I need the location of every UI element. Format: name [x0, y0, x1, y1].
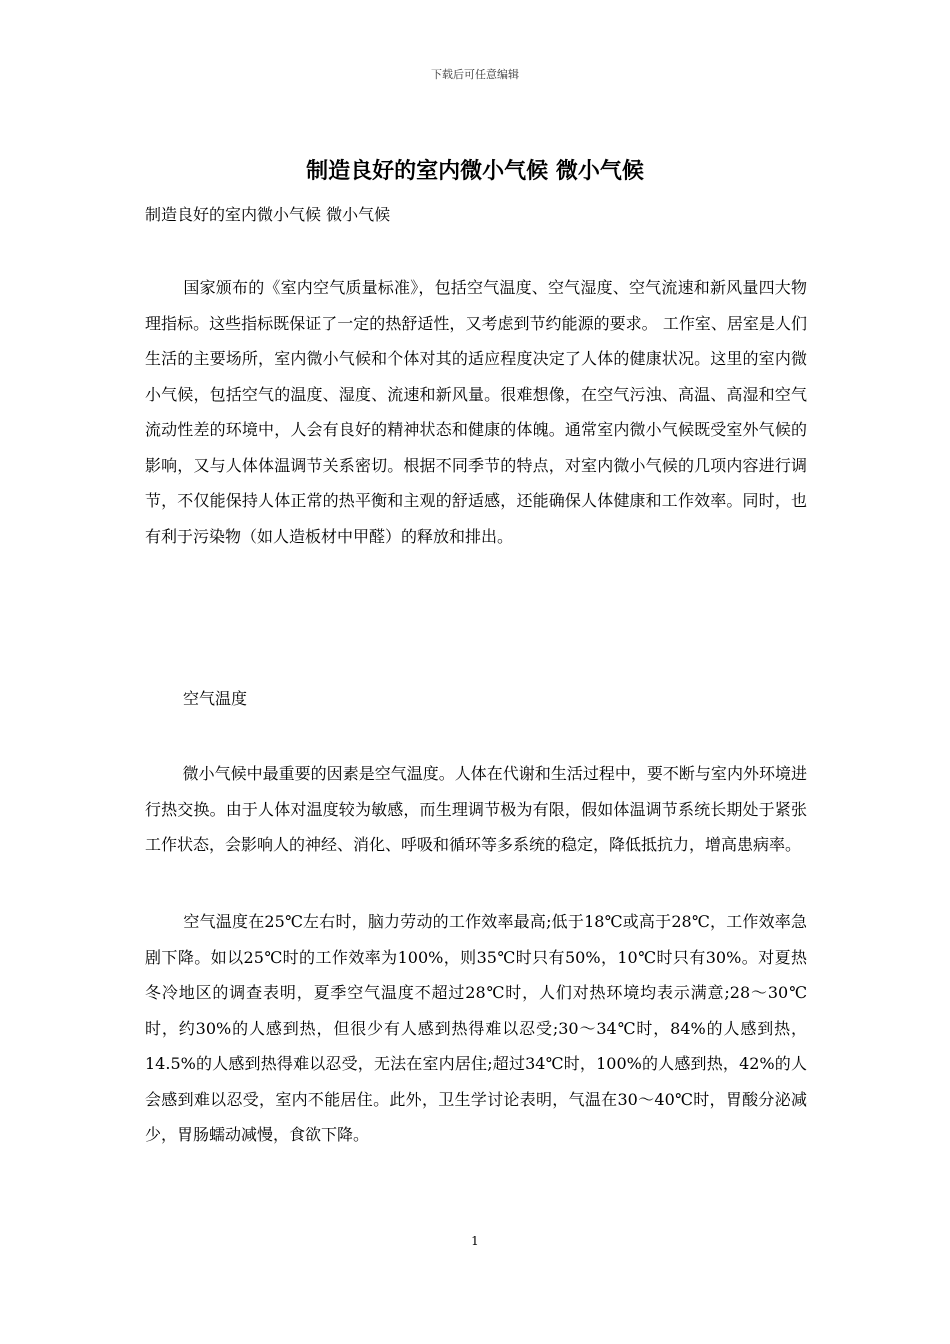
document-subtitle: 制造良好的室内微小气候 微小气候 — [145, 205, 391, 224]
section-heading: 空气温度 — [183, 689, 248, 708]
document-title: 制造良好的室内微小气候 微小气候 — [306, 159, 644, 184]
intro-paragraph: 国家颁布的《室内空气质量标准》，包括空气温度、空气湿度、空气流速和新风量四大物理指标。这些指标既保证了一定的热舒适性，又考虑到节约能源的要求。 工作室、居室是人们生活的主要场所，室内微小气候和个体对其的适应程度决定了人体的健康状况。这里的室内微小气候，包括空气的温度、湿度、流速和新风量。很难想像，在空气污浊、高温、高湿和空气流动性差的环境中，人会有良好的精神状态和健康的体魄。通常室内微小气候既受室外气候的影响，又与人体体温调节关系密切。根据不同季节的特点，对室内微小气候的几项内容进行调节，不仅能保持人体正常的热平衡和主观的舒适感，还能确保人体健康和工作效率。同时，也有利于污染物（如人造板材中甲醛）的释放和排出。 — [145, 278, 807, 546]
page-header-note: 下载后可任意编辑 — [431, 68, 519, 81]
page-number: 1 — [471, 1234, 479, 1248]
body-paragraph: 微小气候中最重要的因素是空气温度。人体在代谢和生活过程中，要不断与室内外环境进行热交换。由于人体对温度较为敏感，而生理调节极为有限，假如体温调节系统长期处于紧张工作状态，会影响人的神经、消化、呼吸和循环等多系统的稳定，降低抵抗力，增高患病率。 — [145, 764, 807, 854]
body-paragraph: 空气温度在25℃左右时，脑力劳动的工作效率最高;低于18℃或高于28℃，工作效率急剧下降。如以25℃时的工作效率为100%，则35℃时只有50%，10℃时只有30%。对夏热冬冷地区的调查表明，夏季空气温度不超过28℃时，人们对热环境均表示满意;28～30℃时，约30%的人感到热，但很少有人感到热得难以忍受;30～34℃时，84%的人感到热，14.5%的人感到热得难以忍受，无法在室内居住;超过34℃时，100%的人感到热，42%的人会感到难以忍受，室内不能居住。此外，卫生学讨论表明，气温在30～40℃时，胃酸分泌减少，胃肠蠕动减慢，食欲下降。 — [145, 912, 807, 1144]
